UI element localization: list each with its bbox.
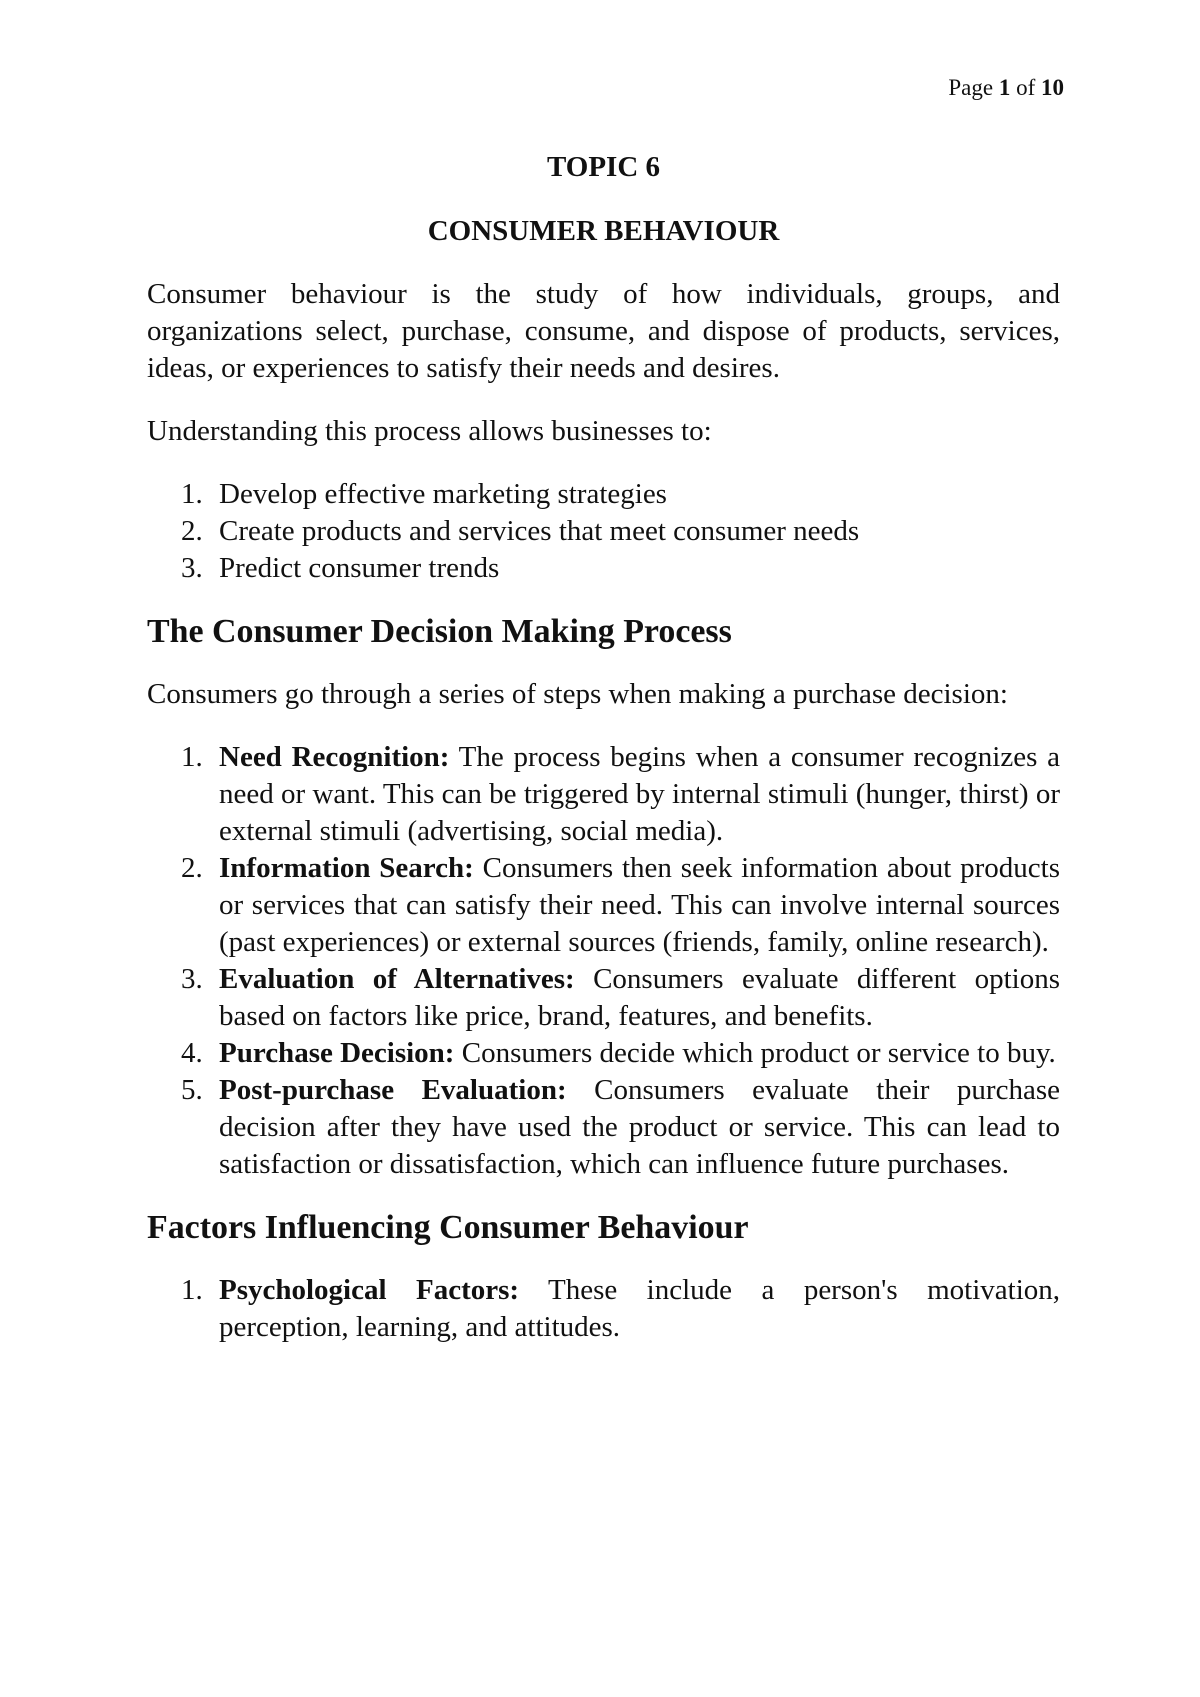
decision-process-heading: The Consumer Decision Making Process <box>147 613 732 650</box>
list-number: 4. <box>181 1037 203 1069</box>
list-item <box>147 476 1060 513</box>
list-number: 1. <box>181 478 203 510</box>
step-text: Consumers decide which product or service to buy. <box>454 1037 1056 1069</box>
list-number: 1. <box>181 741 203 773</box>
list-number: 1. <box>181 1274 203 1306</box>
benefits-list <box>147 476 1060 587</box>
list-item <box>147 961 1060 1035</box>
subject-title: CONSUMER BEHAVIOUR <box>427 215 780 247</box>
benefits-lead-in: Understanding this process allows businesses to: <box>147 415 712 447</box>
page-total: 10 <box>1041 75 1064 100</box>
step-text: Consumers then seek information about products or services that can satisfy their need. This can involve internal sources (past experiences) or external sources (friends, family, online research). <box>219 852 1060 958</box>
factors-list <box>147 1272 1060 1346</box>
page-prefix: Page <box>948 75 994 100</box>
page-of: of <box>1016 75 1036 100</box>
list-item <box>147 1272 1060 1346</box>
step-term: Information Search: <box>219 852 474 884</box>
topic-title: TOPIC 6 <box>546 151 661 183</box>
decision-process-lead-in: Consumers go through a series of steps when making a purchase decision: <box>147 678 1008 710</box>
document-body <box>147 145 1060 1346</box>
step-term: Post-purchase Evaluation: <box>219 1074 567 1106</box>
list-item <box>147 1072 1060 1183</box>
list-item <box>147 1035 1060 1072</box>
list-number: 3. <box>181 552 203 584</box>
list-item-text: Create products and services that meet consumer needs <box>219 515 860 547</box>
definition-paragraph: Consumer behaviour is the study of how individuals, groups, and organizations select, purchase, consume, and dispose of products, services, ideas, or experiences to satisfy their needs and desires. <box>147 278 1060 384</box>
list-number: 2. <box>181 515 203 547</box>
factors-heading: Factors Influencing Consumer Behaviour <box>147 1209 749 1246</box>
list-number: 2. <box>181 852 203 884</box>
factor-term: Psychological Factors: <box>219 1274 520 1306</box>
list-number: 5. <box>181 1074 203 1106</box>
list-number: 3. <box>181 963 203 995</box>
page-current: 1 <box>998 75 1011 100</box>
factor-text: These include a person's motivation, perception, learning, and attitudes. <box>219 1274 1060 1343</box>
decision-steps-list <box>147 739 1060 1183</box>
step-text: The process begins when a consumer recognizes a need or want. This can be triggered by internal stimuli (hunger, thirst) or external stimuli (advertising, social media). <box>219 741 1061 847</box>
step-text: Consumers evaluate different options based on factors like price, brand, features, and benefits. <box>219 963 1060 1032</box>
step-text: Consumers evaluate their purchase decision after they have used the product or service. This can lead to satisfaction or dissatisfaction, which can influence future purchases. <box>219 1074 1060 1180</box>
page-number <box>948 74 1064 102</box>
list-item <box>147 550 1060 587</box>
list-item-text: Predict consumer trends <box>219 552 500 584</box>
step-term: Need Recognition: <box>219 741 450 773</box>
list-item-text: Develop effective marketing strategies <box>219 478 667 510</box>
list-item <box>147 513 1060 550</box>
list-item <box>147 850 1060 961</box>
list-item <box>147 739 1060 850</box>
step-term: Purchase Decision: <box>219 1037 455 1069</box>
step-term: Evaluation of Alternatives: <box>219 963 575 995</box>
